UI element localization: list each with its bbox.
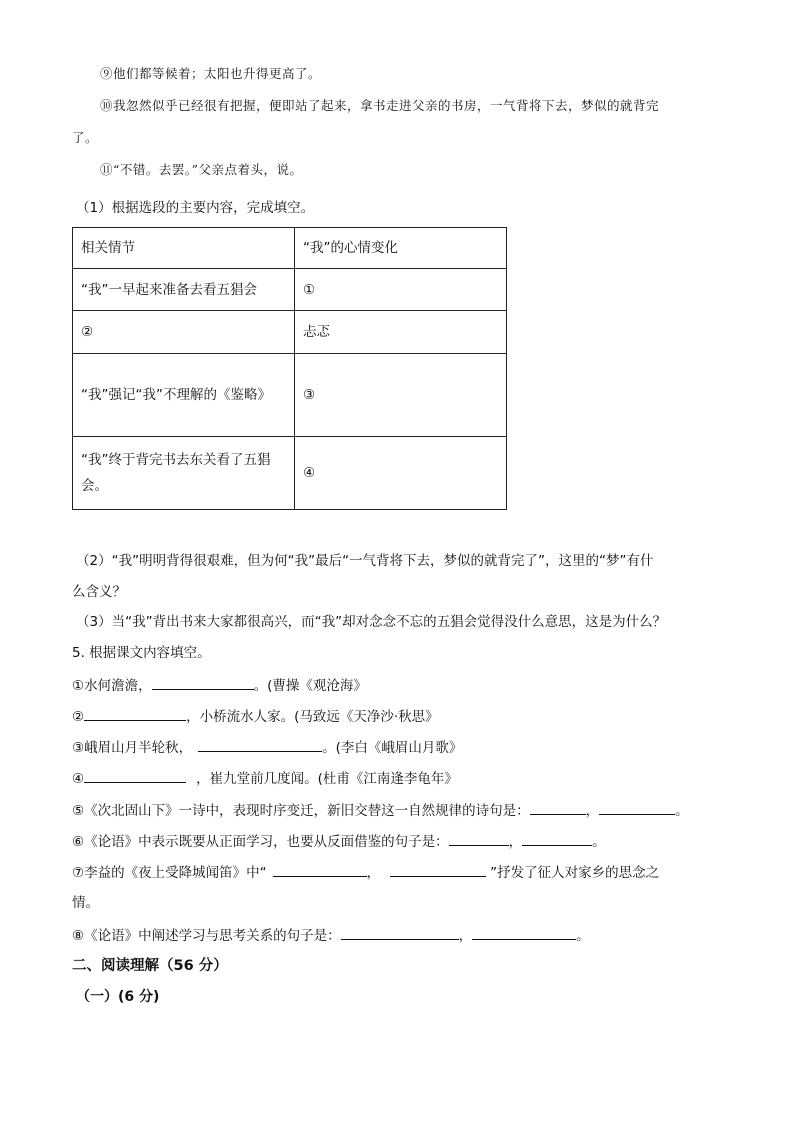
table-cell-plot: “我”一早起来准备去看五猖会 bbox=[73, 269, 295, 311]
table-cell-mood: ① bbox=[295, 269, 507, 311]
answer-blank[interactable] bbox=[390, 862, 486, 877]
fill-item-4 bbox=[72, 768, 458, 789]
fill-item-6 bbox=[72, 831, 606, 852]
answer-blank[interactable] bbox=[152, 675, 254, 690]
table-header-row bbox=[73, 228, 507, 269]
fill-item-text: 。 bbox=[675, 803, 689, 819]
fill-item-7-cont: 情。 bbox=[72, 895, 99, 911]
table-row bbox=[73, 269, 507, 311]
section-2-title: 二、阅读理解（56 分） bbox=[72, 958, 228, 974]
fill-item-text: ①水何澹澹， bbox=[72, 678, 152, 694]
answer-blank[interactable] bbox=[599, 800, 675, 815]
fill-item-text: ⑤《次北固山下》一诗中，表现时序变迁，新旧交替这一自然规律的诗句是： bbox=[72, 803, 530, 819]
question-2-line-1: （2）“我”明明背得很艰难，但为何“我”最后“一气背将下去，梦似的就背完了”，这里的“梦”有什 bbox=[76, 553, 654, 569]
table-cell-plot: ② bbox=[73, 311, 295, 354]
fill-item-text: 。(李白《峨眉山月歌》 bbox=[322, 740, 463, 756]
fill-item-text: ② bbox=[72, 709, 85, 725]
question-5-title: 5. 根据课文内容填空。 bbox=[72, 645, 211, 661]
plot-mood-table bbox=[72, 227, 507, 510]
fill-item-text: ， bbox=[585, 803, 600, 819]
fill-item-text: ④ bbox=[72, 771, 85, 787]
fill-item-text: ⑧《论语》中阐述学习与思考关系的句子是： bbox=[72, 928, 341, 944]
fill-item-text: ⑦李益的《夜上受降城闻笛》中“ bbox=[72, 865, 267, 881]
fill-item-8 bbox=[72, 925, 590, 946]
fill-item-text: ， bbox=[366, 865, 381, 881]
table-cell-plot: “我”终于背完书去东关看了五猖会。 bbox=[73, 437, 295, 510]
fill-item-text: 。 bbox=[576, 928, 590, 944]
table-row bbox=[73, 354, 507, 437]
story-paragraph-10: ⑩我忽然似乎已经很有把握，便即站了起来，拿书走进父亲的书房，一气背将下去，梦似的就背完 bbox=[100, 98, 660, 113]
fill-item-7 bbox=[72, 862, 659, 883]
table-header-mood: “我”的心情变化 bbox=[295, 228, 507, 269]
section-2-subtitle: （一）(6 分) bbox=[76, 989, 160, 1005]
answer-blank[interactable] bbox=[341, 925, 459, 940]
answer-blank[interactable] bbox=[522, 831, 592, 846]
fill-item-3 bbox=[72, 737, 462, 758]
table-row bbox=[73, 311, 507, 354]
question-3: （3）当“我”背出书来大家都很高兴，而“我”却对念念不忘的五猖会觉得没什么意思，这是为什么？ bbox=[76, 614, 667, 630]
fill-item-text: ，小桥流水人家。(马致远《天净沙·秋思》 bbox=[186, 709, 439, 725]
fill-item-text: ， bbox=[508, 834, 523, 850]
story-paragraph-10-cont: 了。 bbox=[72, 130, 99, 145]
fill-item-text: ”抒发了征人对家乡的思念之 bbox=[490, 865, 660, 881]
fill-item-text: 。(曹操《观沧海》 bbox=[253, 678, 367, 694]
fill-item-1 bbox=[72, 675, 367, 696]
fill-item-text: ③峨眉山月半轮秋， bbox=[72, 740, 193, 756]
answer-blank[interactable] bbox=[198, 737, 322, 752]
fill-item-text: 。 bbox=[592, 834, 606, 850]
table-cell-mood: 忐忑 bbox=[295, 311, 507, 354]
answer-blank[interactable] bbox=[273, 862, 367, 877]
table-cell-mood: ③ bbox=[295, 354, 507, 437]
answer-blank[interactable] bbox=[472, 925, 576, 940]
answer-blank[interactable] bbox=[84, 768, 186, 783]
table-cell-plot: “我”强记“我”不理解的《鉴略》 bbox=[73, 354, 295, 437]
answer-blank[interactable] bbox=[84, 706, 186, 721]
fill-item-text: ， bbox=[458, 928, 473, 944]
question-2-line-2: 么含义？ bbox=[72, 584, 126, 600]
table-header-plot: 相关情节 bbox=[73, 228, 295, 269]
answer-blank[interactable] bbox=[449, 831, 509, 846]
fill-item-2 bbox=[72, 706, 439, 727]
story-paragraph-9: ⑨他们都等候着；太阳也升得更高了。 bbox=[100, 66, 322, 81]
answer-blank[interactable] bbox=[530, 800, 586, 815]
fill-item-5 bbox=[72, 800, 689, 821]
story-paragraph-11: ⑪“不错。去罢。”父亲点着头，说。 bbox=[100, 162, 303, 177]
fill-item-text: ⑥《论语》中表示既要从正面学习，也要从反面借鉴的句子是： bbox=[72, 834, 449, 850]
fill-item-text: ，崔九堂前几度闻。(杜甫《江南逢李龟年》 bbox=[196, 771, 458, 787]
question-1-prompt: （1）根据选段的主要内容，完成填空。 bbox=[76, 200, 315, 216]
table-cell-mood: ④ bbox=[295, 437, 507, 510]
table-row bbox=[73, 437, 507, 510]
